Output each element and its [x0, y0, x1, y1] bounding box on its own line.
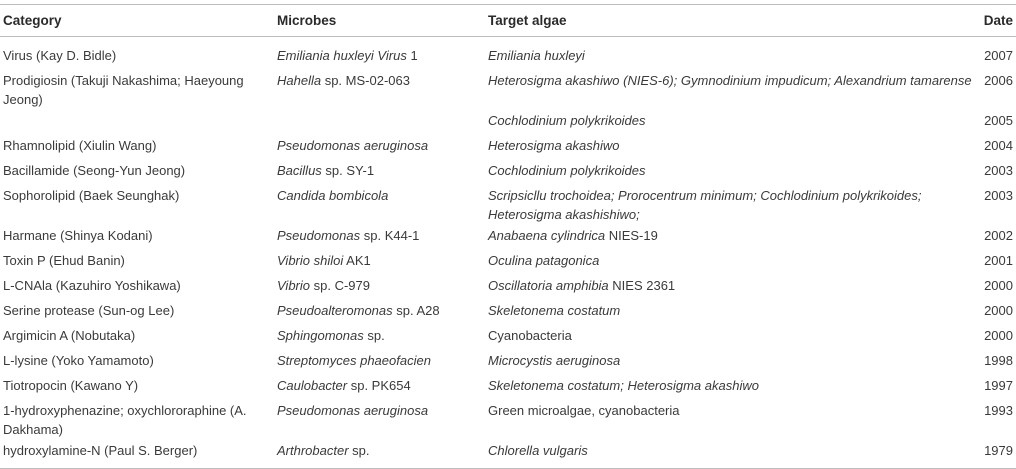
cell-microbes-italic: Vibrio shiloi — [277, 253, 344, 268]
cell-target-algae — [485, 300, 975, 325]
header-row — [0, 5, 1016, 37]
cell-category-text: Virus (Kay D. Bidle) — [3, 48, 117, 63]
cell-category — [0, 225, 274, 250]
cell-microbes — [274, 275, 485, 300]
cell-target-algae — [485, 135, 975, 160]
cell-microbes-italic: Bacillus — [277, 163, 322, 178]
cell-date-text: 2007 — [984, 48, 1013, 63]
cell-microbes-italic: Emiliania huxleyi Virus — [277, 48, 407, 63]
cell-target-algae — [485, 440, 975, 469]
cell-category — [0, 185, 274, 225]
cell-category-text: Harmane (Shinya Kodani) — [3, 228, 153, 243]
cell-target-algae-italic: Cochlodinium polykrikoides — [488, 163, 646, 178]
cell-microbes — [274, 225, 485, 250]
cell-category-text: Prodigiosin (Takuji Nakashima; Haeyoung Jeong) — [3, 73, 244, 107]
cell-date-text: 1993 — [984, 403, 1013, 418]
cell-microbes — [274, 250, 485, 275]
cell-category — [0, 110, 274, 135]
cell-target-algae-italic: Heterosigma akashiwo — [488, 138, 620, 153]
cell-date-text: 2006 — [984, 73, 1013, 88]
cell-target-algae-italic: Chlorella vulgaris — [488, 443, 588, 458]
cell-target-algae — [485, 275, 975, 300]
cell-category — [0, 160, 274, 185]
table-row — [0, 440, 1016, 469]
cell-date-text: 2000 — [984, 303, 1013, 318]
cell-date — [975, 350, 1016, 375]
cell-microbes-italic: Candida bombicola — [277, 188, 389, 203]
cell-microbes-italic: Streptomyces phaeofacien — [277, 353, 431, 368]
cell-target-algae-italic: Emiliania huxleyi — [488, 48, 585, 63]
cell-microbes — [274, 70, 485, 110]
table-row — [0, 70, 1016, 110]
cell-microbes — [274, 440, 485, 469]
header-microbes: Microbes — [274, 5, 485, 37]
cell-date-text: 2002 — [984, 228, 1013, 243]
cell-date-text: 2005 — [984, 113, 1013, 128]
cell-date-text: 1979 — [984, 443, 1013, 458]
cell-date-text: 1998 — [984, 353, 1013, 368]
cell-date — [975, 300, 1016, 325]
cell-date-text: 1997 — [984, 378, 1013, 393]
cell-target-algae-italic: Anabaena cylindrica — [488, 228, 606, 243]
cell-category-text: Argimicin A (Nobutaka) — [3, 328, 136, 343]
cell-microbes — [274, 375, 485, 400]
cell-microbes — [274, 185, 485, 225]
cell-microbes-italic: Pseudoalteromonas — [277, 303, 393, 318]
cell-date — [975, 70, 1016, 110]
cell-date — [975, 37, 1016, 71]
cell-category-text: Tiotropocin (Kawano Y) — [3, 378, 139, 393]
cell-target-algae — [485, 160, 975, 185]
cell-date-text: 2001 — [984, 253, 1013, 268]
cell-target-algae-italic: Cochlodinium polykrikoides — [488, 113, 646, 128]
cell-microbes-text: sp. — [363, 328, 385, 343]
header-date: Date — [975, 5, 1016, 37]
cell-target-algae-italic: Microcystis aeruginosa — [488, 353, 621, 368]
cell-date — [975, 250, 1016, 275]
cell-category — [0, 37, 274, 71]
cell-date — [975, 135, 1016, 160]
cell-date-text: 2000 — [984, 278, 1013, 293]
cell-target-algae-text: Cyanobacteria — [488, 328, 572, 343]
cell-category — [0, 440, 274, 469]
header-target-algae: Target algae — [485, 5, 975, 37]
table-row — [0, 185, 1016, 225]
cell-microbes — [274, 110, 485, 135]
cell-microbes — [274, 325, 485, 350]
cell-microbes-text: sp. — [348, 443, 370, 458]
header-category: Category — [0, 5, 274, 37]
cell-category — [0, 375, 274, 400]
cell-target-algae-italic: Heterosigma akashiwo (NIES-6); Gymnodinium impudicum; Alexandrium tamarense — [488, 73, 972, 88]
cell-target-algae-text: NIES 2361 — [608, 278, 676, 293]
cell-date-text: 2004 — [984, 138, 1013, 153]
cell-category — [0, 275, 274, 300]
cell-category-text: Serine protease (Sun-og Lee) — [3, 303, 175, 318]
table-row — [0, 250, 1016, 275]
cell-microbes — [274, 400, 485, 440]
cell-microbes — [274, 160, 485, 185]
cell-microbes-italic: Pseudomonas aeruginosa — [277, 138, 429, 153]
cell-target-algae-italic: Oculina patagonica — [488, 253, 600, 268]
cell-microbes-text: sp. PK654 — [347, 378, 411, 393]
cell-microbes-text: AK1 — [343, 253, 371, 268]
cell-target-algae-italic: Skeletonema costatum; Heterosigma akashiwo — [488, 378, 759, 393]
cell-microbes-text: sp. C-979 — [310, 278, 370, 293]
cell-date-text: 2003 — [984, 163, 1013, 178]
cell-microbes — [274, 37, 485, 71]
cell-date-text: 2003 — [984, 188, 1013, 203]
cell-microbes-italic: Pseudomonas — [277, 228, 361, 243]
cell-date-text: 2000 — [984, 328, 1013, 343]
table-row — [0, 225, 1016, 250]
table-row — [0, 160, 1016, 185]
cell-category — [0, 135, 274, 160]
cell-target-algae-text: NIES-19 — [605, 228, 658, 243]
cell-category-text: Bacillamide (Seong-Yun Jeong) — [3, 163, 186, 178]
cell-category — [0, 250, 274, 275]
cell-target-algae-italic: Scripsicllu trochoidea; Prorocentrum minimum; Cochlodinium polykrikoides; Heterosigma akashishiwo; — [488, 188, 922, 222]
cell-date — [975, 325, 1016, 350]
algicidal-microbes-table — [0, 4, 1016, 469]
cell-target-algae — [485, 350, 975, 375]
cell-target-algae-italic: Skeletonema costatum — [488, 303, 621, 318]
table-row — [0, 400, 1016, 440]
cell-date — [975, 375, 1016, 400]
cell-date — [975, 400, 1016, 440]
cell-category — [0, 300, 274, 325]
cell-target-algae — [485, 225, 975, 250]
cell-category — [0, 350, 274, 375]
cell-date — [975, 185, 1016, 225]
table-row — [0, 275, 1016, 300]
cell-microbes-italic: Pseudomonas aeruginosa — [277, 403, 429, 418]
cell-category-text: L-lysine (Yoko Yamamoto) — [3, 353, 154, 368]
cell-target-algae — [485, 185, 975, 225]
cell-microbes-text: sp. A28 — [392, 303, 440, 318]
cell-microbes-text: sp. K44-1 — [360, 228, 420, 243]
cell-category — [0, 325, 274, 350]
table-row — [0, 375, 1016, 400]
cell-microbes-italic: Vibrio — [277, 278, 311, 293]
cell-microbes-text: 1 — [406, 48, 418, 63]
cell-category-text: Rhamnolipid (Xiulin Wang) — [3, 138, 157, 153]
cell-target-algae — [485, 110, 975, 135]
table-row — [0, 350, 1016, 375]
table-row — [0, 300, 1016, 325]
cell-date — [975, 275, 1016, 300]
cell-microbes-italic: Arthrobacter — [277, 443, 349, 458]
cell-microbes — [274, 300, 485, 325]
cell-category — [0, 400, 274, 440]
cell-category-text: hydroxylamine-N (Paul S. Berger) — [3, 443, 198, 458]
table-row — [0, 37, 1016, 71]
cell-microbes-text: sp. MS-02-063 — [321, 73, 410, 88]
cell-date — [975, 160, 1016, 185]
cell-microbes — [274, 350, 485, 375]
cell-target-algae — [485, 250, 975, 275]
cell-date — [975, 110, 1016, 135]
cell-target-algae — [485, 37, 975, 71]
cell-category — [0, 70, 274, 110]
cell-microbes-italic: Hahella — [277, 73, 322, 88]
cell-date — [975, 440, 1016, 469]
cell-target-algae — [485, 375, 975, 400]
cell-category-text: L-CNAla (Kazuhiro Yoshikawa) — [3, 278, 181, 293]
cell-category-text: 1-hydroxyphenazine; oxychlororaphine (A. Dakhama) — [3, 403, 247, 437]
cell-target-algae-italic: Oscillatoria amphibia — [488, 278, 609, 293]
cell-microbes — [274, 135, 485, 160]
cell-category-text: Toxin P (Ehud Banin) — [3, 253, 125, 268]
cell-target-algae-text: Green microalgae, cyanobacteria — [488, 403, 680, 418]
table-row — [0, 325, 1016, 350]
cell-target-algae — [485, 400, 975, 440]
cell-microbes-text: sp. SY-1 — [321, 163, 375, 178]
cell-date — [975, 225, 1016, 250]
cell-microbes-italic: Sphingomonas — [277, 328, 364, 343]
table-row — [0, 135, 1016, 160]
table-row — [0, 110, 1016, 135]
cell-category-text: Sophorolipid (Baek Seunghak) — [3, 188, 180, 203]
cell-microbes-italic: Caulobacter — [277, 378, 348, 393]
cell-target-algae — [485, 325, 975, 350]
cell-target-algae — [485, 70, 975, 110]
